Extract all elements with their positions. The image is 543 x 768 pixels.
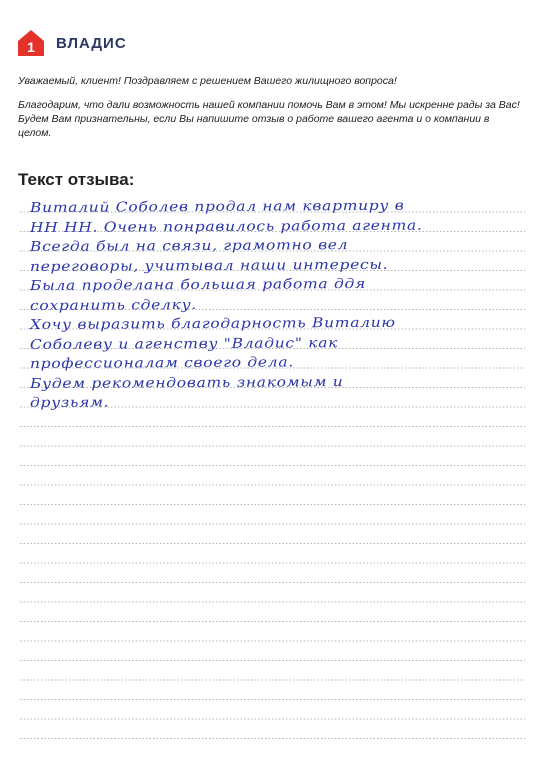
review-title: Текст отзыва: [18,170,135,189]
svg-text:1: 1 [27,39,35,55]
greeting-text: Уважаемый, клиент! Поздравляем с решением Вашего жилищного вопроса! [18,75,397,87]
handwritten-line: НН НН. Очень понравилось работа агента. [29,217,423,236]
handwritten-line: Будем рекомендовать знакомым и [29,373,344,392]
handwritten-line: Виталий Соболев продал нам квартиру в [29,197,405,216]
handwritten-line: сохранить сделку. [29,296,197,314]
handwritten-line: Соболеву и агенству "Владис" как [29,334,339,353]
handwritten-line: Хочу выразить благодарность Виталию [29,314,396,333]
thanks-text: Благодарим, что дали возможность нашей компании помочь Вам в этом! Мы искренне рады за Вас! Будем Вам признательны, если Вы напишите отзыв о работе вашего агента и о компании в целом. [18,99,520,139]
handwritten-line: друзьям. [29,394,110,411]
brand-logo [16,28,127,58]
handwritten-line: переговоры, учитывал наши интересы. [29,256,389,275]
handwritten-line: Была проделана большая работа ддя [29,275,367,294]
house-key-icon [16,28,46,58]
handwritten-line: Всегда был на связи, грамотно вел [29,237,349,255]
brand-name: ВЛАДИС [56,34,127,52]
handwritten-line: профессионалам своего дела. [29,354,294,372]
